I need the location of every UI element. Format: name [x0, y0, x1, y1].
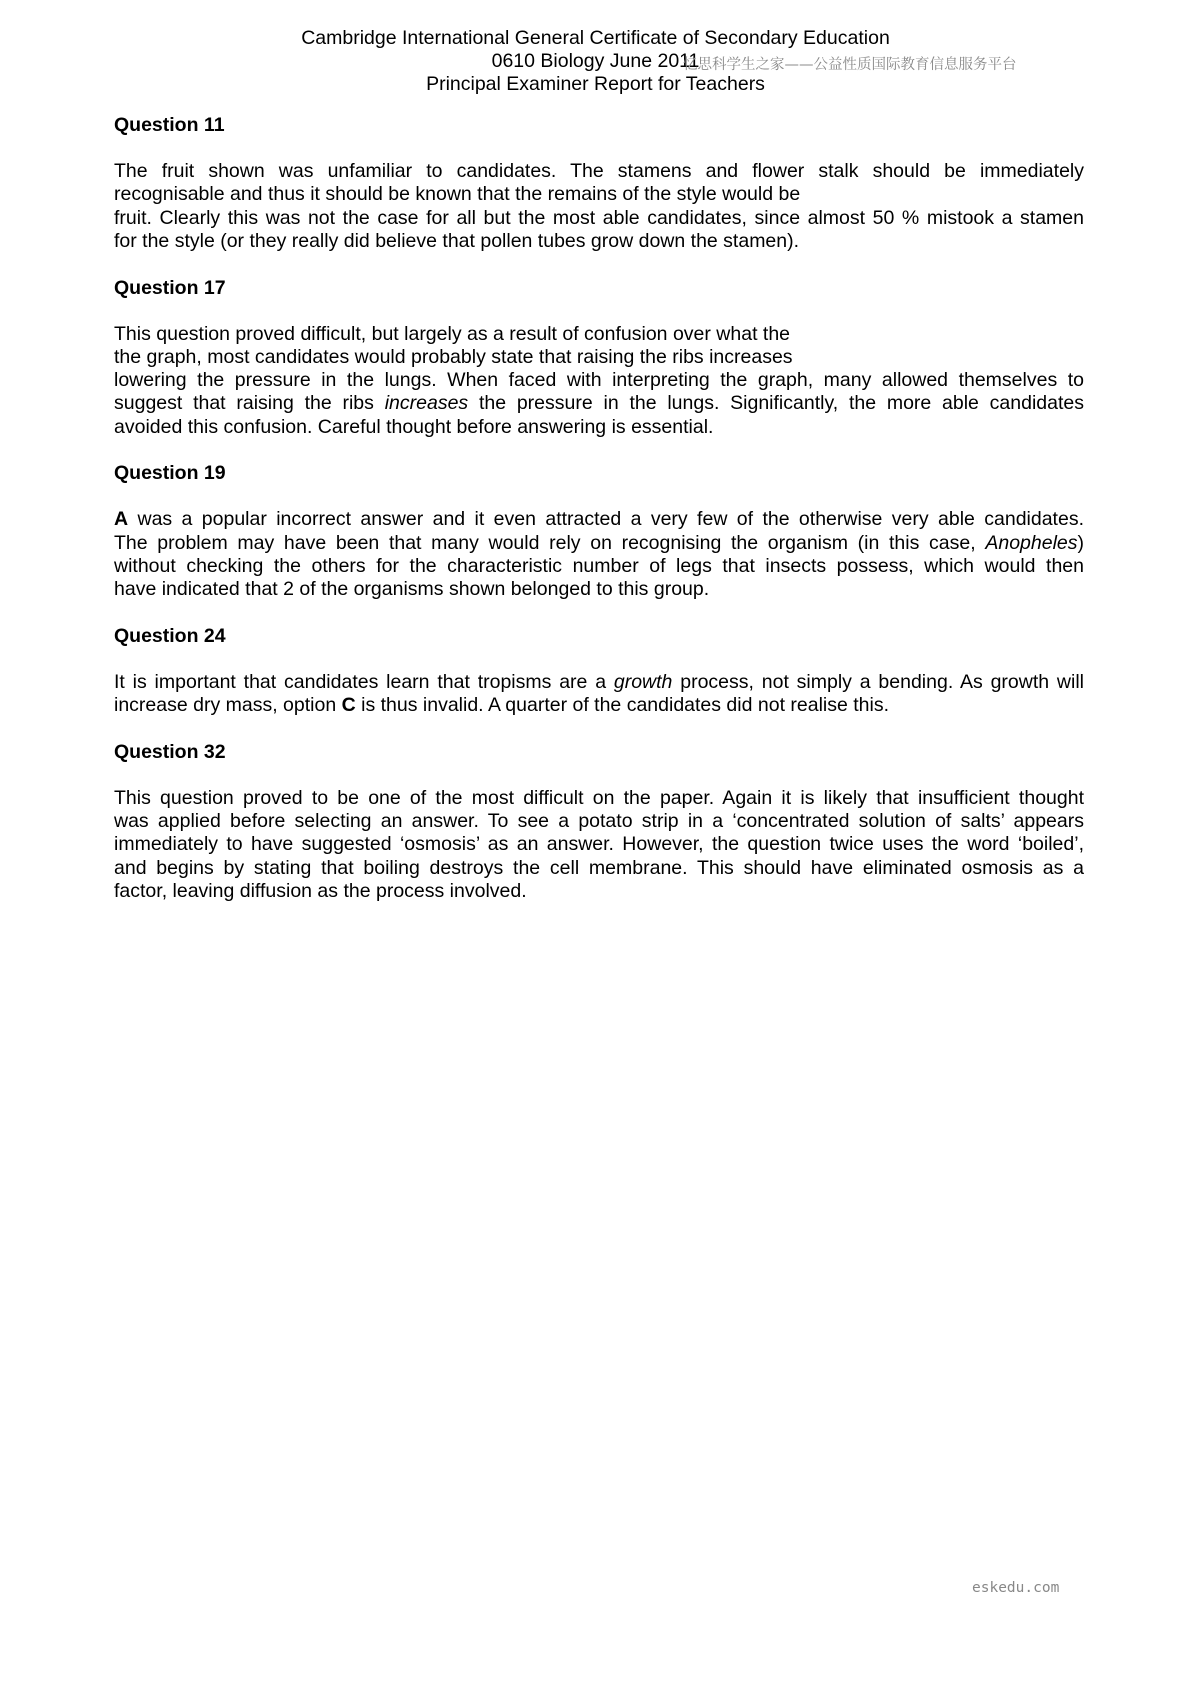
header-report-type: Principal Examiner Report for Teachers [426, 73, 765, 95]
question-11-text [114, 160, 1084, 253]
question-32-heading: Question 32 [114, 740, 226, 763]
emphasis-growth: growth [613, 670, 673, 693]
text-segment: suggest that raising the ribs [114, 392, 374, 415]
option-c-label: C [341, 694, 356, 717]
question-32-text [114, 787, 1084, 903]
emphasis-increases: increases [384, 392, 469, 415]
text-line: for the style (or they really did believe that pollen tubes grow down the stamen). [114, 229, 800, 252]
text-line: lowering the pressure in the lungs. When faced with interpreting the graph, many allowed themselves to [114, 369, 1084, 392]
header-title: Cambridge International General Certificate of Secondary Education [301, 27, 890, 49]
text-line: avoided this confusion. Careful thought before answering is essential. [114, 415, 714, 438]
question-19-heading: Question 19 [114, 462, 226, 485]
text-segment: ) [1077, 531, 1085, 554]
text-segment: was a popular incorrect answer and it even attracted a very few of the otherwise very able candidates. [137, 508, 1084, 531]
text-line [114, 671, 1084, 694]
text-line: factor, leaving diffusion as the process involved. [114, 879, 527, 902]
text-line [114, 694, 1084, 717]
text-line [114, 508, 1084, 531]
report-body [114, 114, 1084, 927]
text-line: The fruit shown was unfamiliar to candidates. The stamens and flower stalk should be immediately [114, 160, 1084, 183]
watermark-bottom: eskedu.com [972, 1580, 1060, 1596]
question-11-heading: Question 11 [114, 114, 225, 136]
option-a-label: A [114, 508, 129, 531]
text-line: and begins by stating that boiling destroys the cell membrane. This should have eliminated osmosis as a [114, 856, 1084, 879]
question-19-text [114, 508, 1084, 601]
question-24-heading: Question 24 [114, 624, 226, 647]
text-line: the graph, most candidates would probably state that raising the ribs increases [114, 345, 793, 368]
question-17-text [114, 323, 1084, 439]
text-segment: The problem may have been that many would rely on recognising the organism (in this case, [114, 531, 976, 554]
text-line: without checking the others for the characteristic number of legs that insects possess, which would then [114, 554, 1084, 577]
text-line [114, 532, 1084, 555]
text-segment: is thus invalid. A quarter of the candidates did not realise this. [361, 694, 890, 717]
header-subject: 0610 Biology June 2011 [491, 50, 700, 72]
text-line: This question proved to be one of the most difficult on the paper. Again it is likely that insufficient thought [114, 787, 1084, 810]
text-line [114, 392, 1084, 415]
text-segment: increase dry mass, option [114, 694, 337, 717]
watermark-top: 忆思科学生之家——公益性质国际教育信息服务平台 [683, 57, 1017, 73]
text-segment: process, not simply a bending. As growth will [680, 670, 1085, 693]
text-line: immediately to have suggested ‘osmosis’ as an answer. However, the question twice uses the word ‘boiled’, [114, 833, 1084, 856]
question-24-text [114, 671, 1084, 717]
text-line: This question proved difficult, but largely as a result of confusion over what the [114, 322, 791, 345]
emphasis-anopheles: Anopheles [985, 531, 1078, 554]
text-line: was applied before selecting an answer. To see a potato strip in a ‘concentrated solution of salts’ appears [114, 810, 1084, 833]
question-17-heading: Question 17 [114, 276, 226, 299]
text-line: fruit. Clearly this was not the case for all but the most able candidates, since almost 50 % mistook a stamen [114, 206, 1084, 229]
text-segment: It is important that candidates learn that tropisms are a [114, 670, 607, 693]
text-segment: the pressure in the lungs. Significantly, the more able candidates [478, 392, 1084, 415]
text-line: recognisable and thus it should be known that the remains of the style would be [114, 183, 801, 206]
text-line: have indicated that 2 of the organisms shown belonged to this group. [114, 578, 710, 601]
